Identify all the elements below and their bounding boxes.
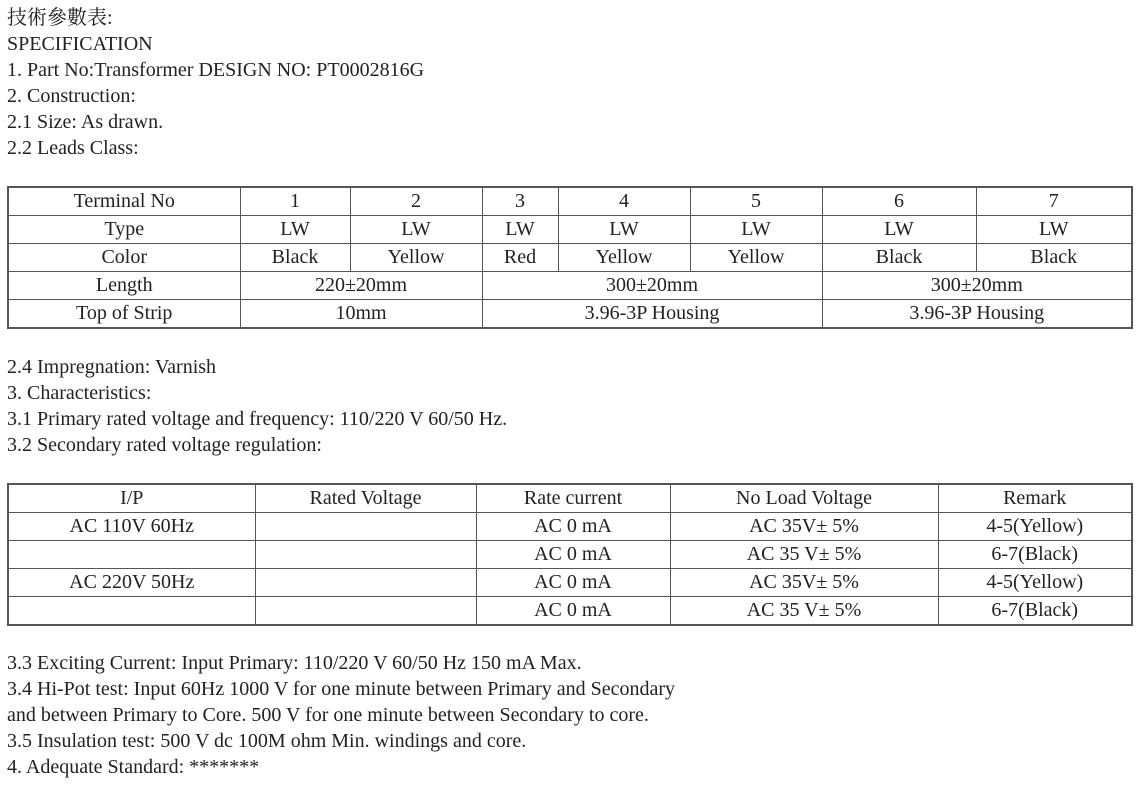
terminal-cell: 1 (240, 187, 350, 216)
type-cell: LW (558, 216, 690, 244)
table-cell: AC 35 V± 5% (670, 597, 938, 626)
secondary-regulation-line: 3.2 Secondary rated voltage regulation: (7, 434, 322, 456)
type-row (8, 216, 1132, 244)
table-cell: AC 0 mA (476, 541, 670, 569)
type-cell: LW (350, 216, 482, 244)
standard-line: 4. Adequate Standard: ******* (7, 756, 260, 778)
length-cell: 220±20mm (240, 272, 482, 300)
color-row (8, 244, 1132, 272)
table-cell: AC 0 mA (476, 513, 670, 541)
leads-table (7, 186, 1133, 329)
color-cell: Yellow (690, 244, 822, 272)
hipot-line-1: 3.4 Hi-Pot test: Input 60Hz 1000 V for one minute between Primary and Secondary (7, 678, 676, 700)
table-row (8, 569, 1132, 597)
voltage-header-row (8, 484, 1132, 513)
terminal-cell: 2 (350, 187, 482, 216)
length-cell: 300±20mm (482, 272, 822, 300)
table-cell (255, 541, 476, 569)
table-cell: 6-7(Black) (938, 541, 1132, 569)
header-cell: I/P (8, 484, 255, 513)
table-cell (255, 597, 476, 626)
header-cell: Rated Voltage (255, 484, 476, 513)
header-cell: Remark (938, 484, 1132, 513)
size-line: 2.1 Size: As drawn. (7, 111, 164, 133)
table-cell: AC 35V± 5% (670, 513, 938, 541)
terminal-cell: 3 (482, 187, 558, 216)
color-cell: Black (976, 244, 1132, 272)
table-cell: AC 0 mA (476, 569, 670, 597)
color-cell: Yellow (558, 244, 690, 272)
strip-label: Top of Strip (8, 300, 240, 329)
table-cell (8, 597, 255, 626)
part-no: 1. Part No:Transformer DESIGN NO: PT0002816G (7, 59, 425, 81)
construction-heading: 2. Construction: (7, 85, 136, 107)
color-cell: Red (482, 244, 558, 272)
type-cell: LW (690, 216, 822, 244)
strip-row (8, 300, 1132, 329)
color-cell: Black (822, 244, 976, 272)
terminal-cell: 6 (822, 187, 976, 216)
table-cell: AC 0 mA (476, 597, 670, 626)
table-cell: AC 220V 50Hz (8, 569, 255, 597)
table-cell (255, 513, 476, 541)
terminal-label: Terminal No (8, 187, 240, 216)
insulation-line: 3.5 Insulation test: 500 V dc 100M ohm Min. windings and core. (7, 730, 527, 752)
voltage-table (7, 483, 1133, 626)
leads-class-heading: 2.2 Leads Class: (7, 137, 139, 159)
header-cell: No Load Voltage (670, 484, 938, 513)
type-label: Type (8, 216, 240, 244)
title-en: SPECIFICATION (7, 33, 153, 55)
hipot-line-2: and between Primary to Core. 500 V for one minute between Secondary to core. (7, 704, 649, 726)
terminal-cell: 7 (976, 187, 1132, 216)
table-row (8, 541, 1132, 569)
color-cell: Black (240, 244, 350, 272)
length-cell: 300±20mm (822, 272, 1132, 300)
characteristics-heading: 3. Characteristics: (7, 382, 152, 404)
terminal-row (8, 187, 1132, 216)
table-cell: AC 35 V± 5% (670, 541, 938, 569)
type-cell: LW (822, 216, 976, 244)
strip-cell: 3.96-3P Housing (482, 300, 822, 329)
table-cell: 6-7(Black) (938, 597, 1132, 626)
title-zh: 技術參數表: (7, 7, 113, 29)
color-label: Color (8, 244, 240, 272)
type-cell: LW (240, 216, 350, 244)
length-label: Length (8, 272, 240, 300)
table-cell: AC 110V 60Hz (8, 513, 255, 541)
type-cell: LW (482, 216, 558, 244)
exciting-current-line: 3.3 Exciting Current: Input Primary: 110/220 V 60/50 Hz 150 mA Max. (7, 652, 582, 674)
strip-cell: 10mm (240, 300, 482, 329)
table-cell: AC 35V± 5% (670, 569, 938, 597)
table-cell: 4-5(Yellow) (938, 569, 1132, 597)
terminal-cell: 4 (558, 187, 690, 216)
color-cell: Yellow (350, 244, 482, 272)
table-cell (255, 569, 476, 597)
table-row (8, 597, 1132, 626)
header-cell: Rate current (476, 484, 670, 513)
table-cell (8, 541, 255, 569)
type-cell: LW (976, 216, 1132, 244)
terminal-cell: 5 (690, 187, 822, 216)
impregnation-line: 2.4 Impregnation: Varnish (7, 356, 217, 378)
strip-cell: 3.96-3P Housing (822, 300, 1132, 329)
primary-rating-line: 3.1 Primary rated voltage and frequency: 110/220 V 60/50 Hz. (7, 408, 508, 430)
table-row (8, 513, 1132, 541)
table-cell: 4-5(Yellow) (938, 513, 1132, 541)
length-row (8, 272, 1132, 300)
